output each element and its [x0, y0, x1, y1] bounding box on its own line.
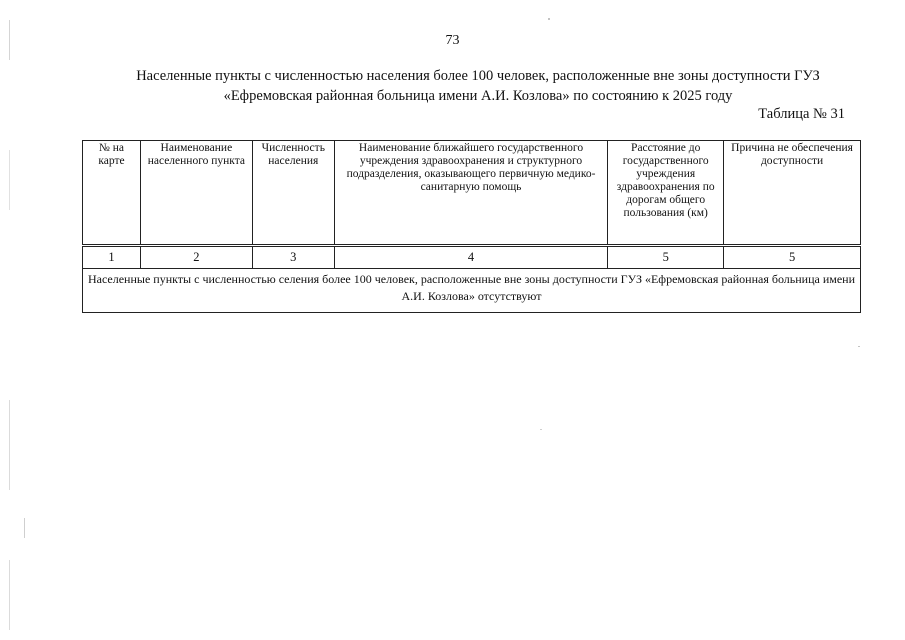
column-number-cell: 3 [252, 246, 334, 269]
scan-artifact [858, 346, 860, 347]
column-number-cell: 4 [334, 246, 607, 269]
column-number-cell: 1 [83, 246, 141, 269]
column-number-cell: 2 [140, 246, 252, 269]
data-table [82, 140, 861, 313]
scan-artifact [9, 560, 10, 630]
scan-artifact [24, 518, 25, 538]
scan-artifact [9, 20, 10, 60]
table-note-row [83, 269, 861, 313]
header-cell-settlement-name: Наименование населенного пункта [140, 141, 252, 246]
header-cell-reason: Причина не обеспечения доступности [724, 141, 861, 246]
column-number-cell: 5 [608, 246, 724, 269]
table-note-cell: Населенные пункты с численностью селения более 100 человек, расположенные вне зоны доступности ГУЗ «Ефремовская районная больница имени А.И. Козлова» отсутствуют [83, 269, 861, 313]
scan-artifact [9, 150, 10, 210]
column-number-row [83, 246, 861, 269]
title-line-2: «Ефремовская районная больница имени А.И. Козлова» по состоянию к 2025 году [223, 88, 733, 104]
scan-artifact [540, 429, 542, 430]
header-cell-institution: Наименование ближайшего государственного учреждения здравоохранения и структурного подразделения, оказывающего первичную медико-санитарную помощь [334, 141, 607, 246]
document-title [110, 66, 846, 106]
header-cell-population: Численность населения [252, 141, 334, 246]
scan-artifact [9, 400, 10, 490]
title-line-1: Населенные пункты с численностью населения более 100 человек, расположенные вне зоны доступности ГУЗ [136, 68, 820, 84]
column-number-cell: 5 [724, 246, 861, 269]
scan-artifact [548, 18, 550, 20]
table-label: Таблица № 31 [758, 106, 845, 122]
page-number: 73 [445, 33, 460, 48]
table-header-row [83, 141, 861, 246]
header-cell-map-number: № на карте [83, 141, 141, 246]
header-cell-distance: Расстояние до государственного учреждения здравоохранения по дорогам общего пользования (км) [608, 141, 724, 246]
